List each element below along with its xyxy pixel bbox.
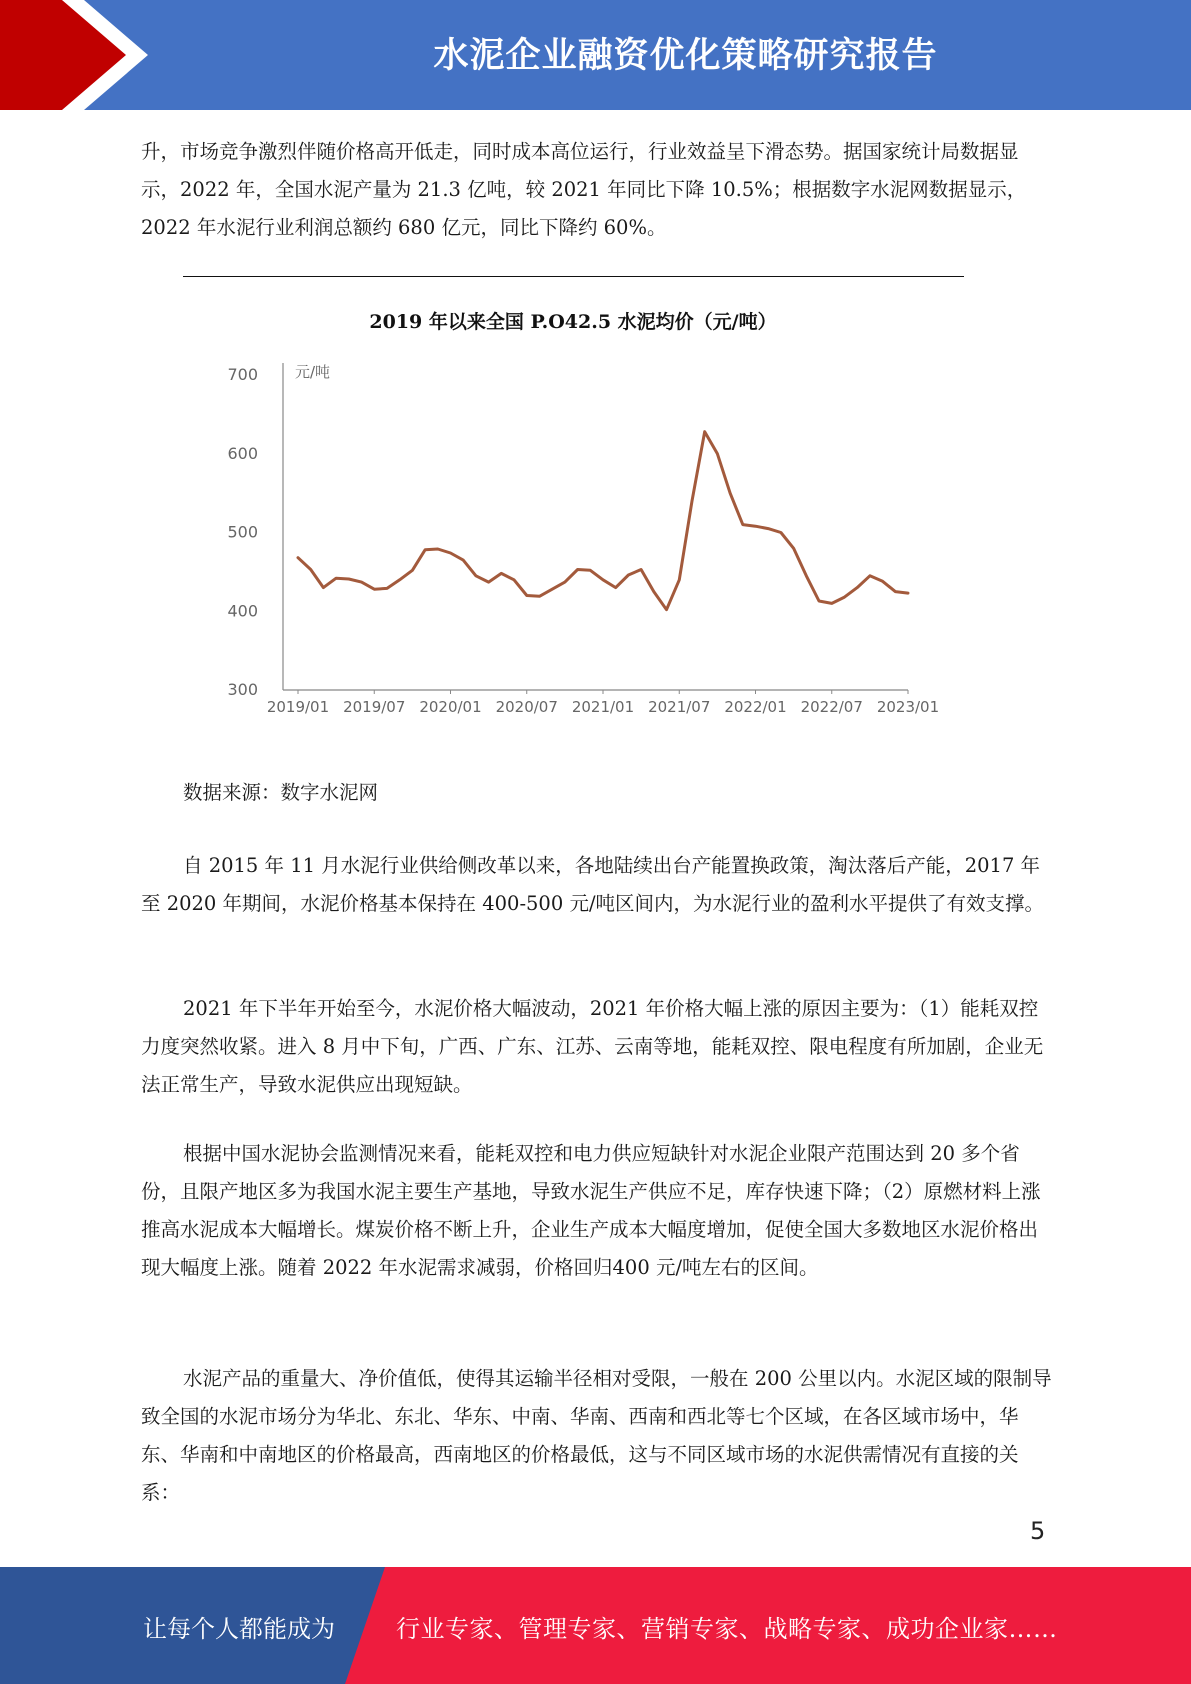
y-axis-unit-label: 元/吨 [295,363,331,381]
page-header [0,0,1191,110]
x-tick-label: 2022/01 [724,698,787,716]
price-series-line [298,432,908,610]
report-title: 水泥企业融资优化策略研究报告 [433,36,938,76]
paragraph-5: 水泥产品的重量大、净价值低，使得其运输半径相对受限，一般在 200 公里以内。水泥区域的限制导致全国的水泥市场分为华北、东北、华东、中南、华南、西南和西北等七个区域，在各区域市场中，华东、华南和中南地区的价格最高，西南地区的价格最低，这与不同区域市场的水泥供需情况有直接的关系： [141,1367,1052,1504]
x-tick-label: 2020/07 [495,698,558,716]
paragraph-2: 自 2015 年 11 月水泥行业供给侧改革以来，各地陆续出台产能置换政策，淘汰落后产能，2017 年至 2020 年期间，水泥价格基本保持在 400-500 元/吨区间内，为水泥行业的盈利水平提供了有效支撑。 [141,854,1045,915]
paragraph-3: 2021 年下半年开始至今，水泥价格大幅波动，2021 年价格大幅上涨的原因主要为：（1）能耗双控力度突然收紧。进入 8 月中下旬，广西、广东、江苏、云南等地，能耗双控、限电程度有所加剧，企业无法正常生产，导致水泥供应出现短缺。 [141,997,1044,1096]
header-arrow-decoration [0,0,300,110]
x-tick-label: 2019/07 [343,698,406,716]
chart-title: 2019 年以来全国 P.O42.5 水泥均价（元/吨） [369,311,777,333]
y-tick-label: 700 [227,365,258,384]
x-tick-label: 2023/01 [876,698,940,716]
x-tick-label: 2019/01 [266,698,330,716]
page-number: 5 [1030,1517,1046,1545]
page-footer [0,1567,1191,1684]
footer-slogan-left: 让每个人都能成为 [143,1615,335,1643]
y-tick-label: 300 [227,680,258,699]
paragraph-1: 升，市场竞争激烈伴随价格高开低走，同时成本高位运行，行业效益呈下滑态势。据国家统计局数据显示，2022 年，全国水泥产量为 21.3 亿吨，较 2021 年同比下降 10.5%；根据数字水泥网数据显示，2022 年水泥行业利润总额约 680 亿元，同比下降约 60%。 [141,140,1027,239]
y-tick-label: 600 [227,443,258,463]
x-tick-label: 2021/01 [571,698,635,716]
source-note: 数据来源：数字水泥网 [183,781,379,804]
paragraph-4: 根据中国水泥协会监测情况来看，能耗双控和电力供应短缺针对水泥企业限产范围达到 20 多个省份，且限产地区多为我国水泥主要生产基地，导致水泥生产供应不足，库存快速下降；（2）原燃材料上涨推高水泥成本大幅增长。煤炭价格不断上升，企业生产成本大幅度增加，促使全国大多数地区水泥价格出现大幅度上涨。随着 2022 年水泥需求减弱，价格回归400 元/吨左右的区间。 [141,1142,1041,1279]
chart-top-rule [183,276,964,277]
y-tick-label: 500 [227,522,258,542]
y-tick-label: 400 [227,601,258,621]
price-line-chart [183,290,964,730]
footer-slogan-right: 行业专家、管理专家、营销专家、战略专家、成功企业家…… [396,1615,1058,1643]
x-tick-label: 2021/07 [648,698,711,716]
x-tick-label: 2020/01 [419,698,482,716]
x-tick-label: 2022/07 [800,698,863,716]
